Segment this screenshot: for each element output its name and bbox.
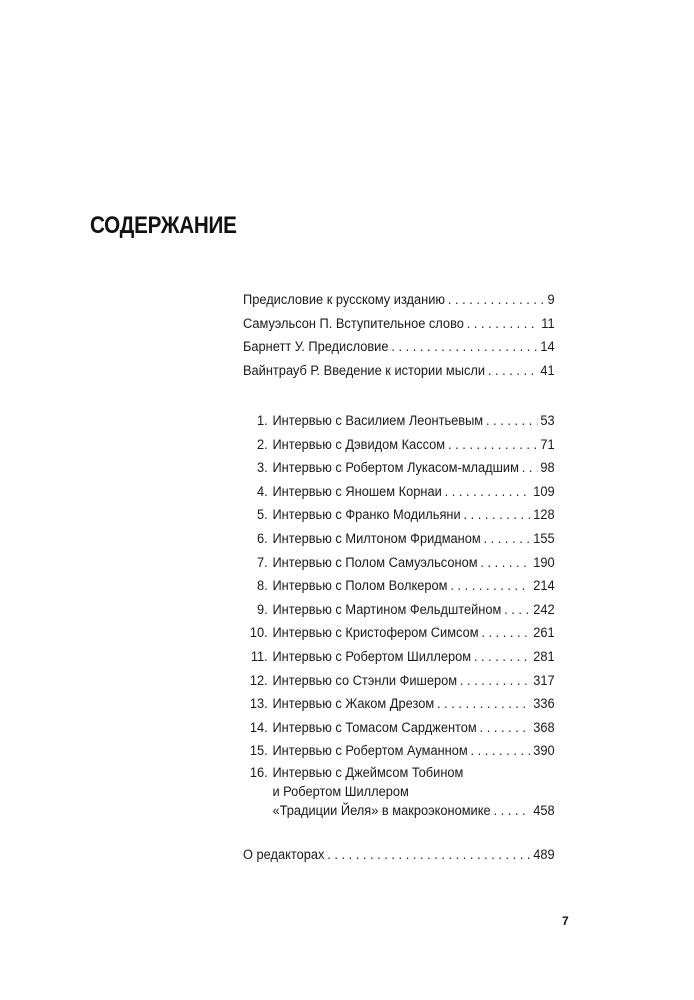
toc-entry-number: 1.: [256, 413, 268, 428]
toc-entry-title: Интервью с Жаком Дрезом: [272, 696, 435, 712]
toc-entry-page: 317: [533, 672, 555, 688]
toc-entry-number: 14.: [249, 719, 268, 735]
dot-leader: [327, 843, 530, 867]
toc-entry-number: 6.: [256, 530, 268, 546]
toc-entry-number: 3.: [256, 460, 268, 476]
page-title: СОДЕРЖАНИЕ: [90, 212, 237, 239]
toc-entry-number: 10.: [249, 625, 268, 641]
dot-leader: [488, 359, 538, 383]
toc-entry-page: 214: [533, 578, 555, 594]
toc-entry-page: 368: [533, 719, 555, 735]
toc-entry: [243, 645, 555, 669]
toc-entry-title: О редакторах: [243, 847, 325, 862]
toc-entry-title: Барнетт У. Предисловие: [243, 339, 389, 355]
toc-entry: [243, 763, 555, 820]
toc-entry-title: Интервью с Робертом Лукасом-младшим: [272, 460, 519, 476]
toc-entry-number: 12.: [249, 672, 268, 688]
dot-leader: [467, 312, 539, 336]
dot-leader: [445, 480, 531, 504]
page-number: 7: [562, 914, 569, 928]
toc-entry-page: 11: [541, 315, 555, 331]
toc-entry: [243, 312, 555, 336]
dot-leader: [484, 527, 531, 551]
toc-entry: [243, 574, 555, 598]
dot-leader: [522, 456, 538, 480]
dot-leader: [504, 598, 530, 622]
toc-entry-number: 13.: [249, 696, 268, 712]
toc-entry-page: 281: [533, 648, 555, 664]
toc-entry-title: Самуэльсон П. Вступительное слово: [243, 315, 464, 331]
toc-entry-number: 15.: [249, 743, 268, 759]
toc-entry-number: 7.: [256, 554, 268, 570]
toc-entry-title-line: Интервью с Джеймсом Тобином: [272, 764, 464, 780]
toc-entry: [243, 456, 555, 480]
dot-leader: [486, 409, 537, 433]
toc-entry-title: [272, 763, 490, 820]
toc-entry: [243, 359, 555, 383]
toc-entry: [243, 669, 555, 693]
toc-entry-number: 8.: [256, 578, 268, 594]
toc-entry-page: 190: [533, 554, 555, 570]
toc-entry-title: Интервью с Франко Модильяни: [272, 507, 461, 523]
toc-entry-number: 16.: [249, 764, 268, 780]
toc-back-matter: [243, 843, 555, 867]
toc-entry-page: 14: [540, 339, 555, 355]
toc-entry-title: Интервью с Милтоном Фридманом: [272, 530, 481, 546]
toc-entry: [243, 692, 555, 716]
toc-entry-page: 109: [533, 483, 555, 499]
toc-entry-number: 5.: [256, 507, 268, 523]
toc-entry-page: 98: [540, 460, 555, 476]
toc-entry-title: Интервью с Полом Самуэльсоном: [272, 554, 478, 570]
toc-entry-page: 489: [533, 847, 555, 862]
toc-entry-title: Интервью с Робертом Ауманном: [272, 743, 468, 759]
toc-entry-page: 128: [533, 507, 555, 523]
toc-entry-page: 53: [540, 413, 555, 428]
toc-entry-page: 242: [533, 601, 555, 617]
toc-entry-title: Вайнтрауб Р. Введение к истории мысли: [243, 362, 486, 378]
dot-leader: [474, 645, 530, 669]
toc-interviews: [243, 409, 555, 820]
toc-entry: [243, 739, 555, 763]
toc-entry: [243, 598, 555, 622]
dot-leader: [481, 621, 530, 645]
toc-entry-title: Интервью с Мартином Фельдштейном: [272, 601, 502, 617]
toc-entry-number: 9.: [256, 601, 268, 617]
toc-entry-page: 390: [533, 743, 555, 759]
toc-entry: [243, 335, 555, 359]
dot-leader: [448, 288, 545, 312]
toc-entry-page: 155: [533, 530, 555, 546]
dot-leader: [450, 574, 530, 598]
toc-entry-number: 2.: [256, 436, 268, 452]
toc-entry-title: Предисловие к русскому изданию: [243, 292, 446, 307]
dot-leader: [480, 551, 530, 575]
toc-entry-title-line: и Робертом Шиллером: [272, 783, 409, 799]
toc-entry-page: 41: [540, 362, 555, 378]
toc-entry-page: 9: [547, 292, 555, 307]
toc-entry: [243, 409, 555, 433]
toc-entry: [243, 621, 555, 645]
toc-entry-number: 11.: [250, 648, 268, 664]
toc-entry-page: 71: [540, 436, 555, 452]
dot-leader: [471, 739, 531, 763]
toc-entry-title: Интервью с Дэвидом Кассом: [272, 436, 446, 452]
toc-front-matter: [243, 288, 555, 382]
toc-entry: [243, 480, 555, 504]
dot-leader: [391, 335, 537, 359]
toc-entry-title: Интервью с Василием Леонтьевым: [272, 413, 484, 428]
toc-entry-title: Интервью с Кристофером Симсом: [272, 625, 479, 641]
toc-entry-page: 458: [533, 802, 555, 818]
toc-entry-number: 4.: [256, 483, 268, 499]
toc-entry-title: Интервью со Стэнли Фишером: [272, 672, 458, 688]
toc-entry-title: Интервью с Яношем Корнаи: [272, 483, 442, 499]
toc-entry-page: 261: [533, 625, 555, 641]
toc-entry-title-line: «Традиции Йеля» в макроэкономике: [272, 802, 491, 818]
toc-entry-title: Интервью с Робертом Шиллером: [272, 648, 472, 664]
dot-leader: [460, 669, 530, 693]
toc-entry: [243, 433, 555, 457]
toc-entry-title: Интервью с Полом Волкером: [272, 578, 448, 594]
dot-leader: [480, 716, 531, 740]
dot-leader: [493, 801, 530, 820]
toc-entry: [243, 527, 555, 551]
toc-entry: [243, 843, 555, 867]
dot-leader: [463, 503, 530, 527]
toc-entry: [243, 716, 555, 740]
dot-leader: [437, 692, 530, 716]
toc-entry-title: Интервью с Томасом Сарджентом: [272, 719, 477, 735]
toc-entry: [243, 551, 555, 575]
toc-entry-page: 336: [533, 696, 555, 712]
dot-leader: [448, 433, 537, 457]
toc-entry: [243, 503, 555, 527]
toc-entry: [243, 288, 555, 312]
